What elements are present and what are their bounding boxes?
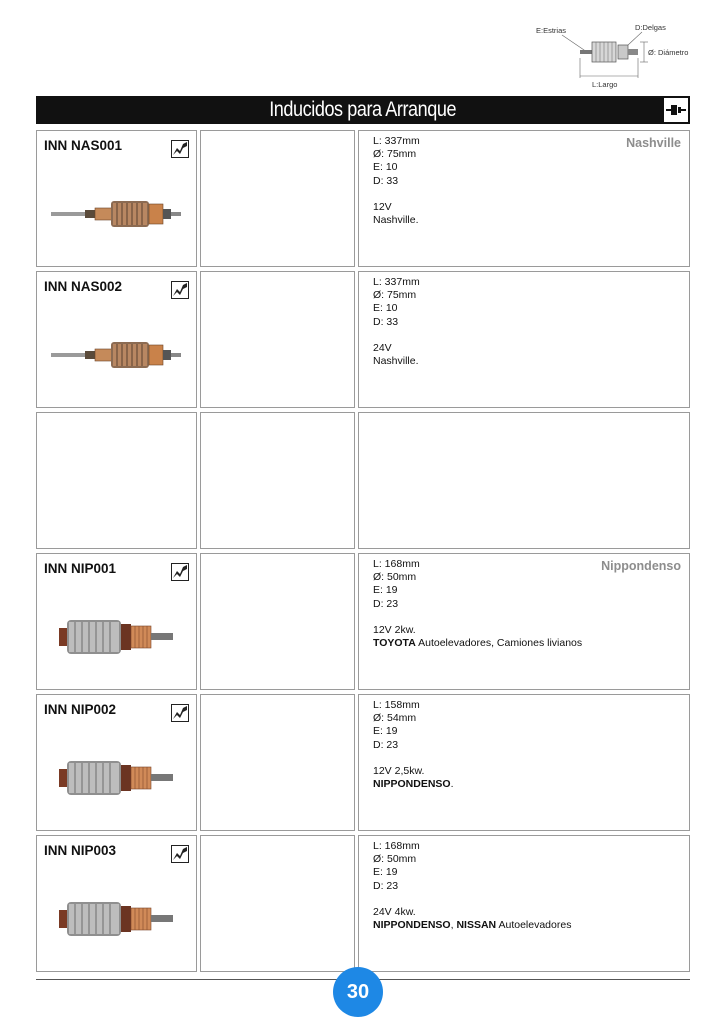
spec-line: E: 19 — [373, 866, 398, 879]
spec-line: D: 23 — [373, 879, 399, 892]
application — [373, 355, 420, 368]
application — [373, 637, 582, 650]
product-code-cell — [36, 553, 197, 690]
spec-line: Ø: 75mm — [373, 148, 417, 161]
spec-line: L: 168mm — [373, 840, 420, 852]
spec-line: Ø: 54mm — [373, 712, 417, 725]
armature-dimension-diagram — [532, 18, 702, 92]
armature-photo — [51, 743, 186, 813]
spec-line: L: 168mm — [373, 558, 420, 570]
spec-line: Ø: 75mm — [373, 289, 417, 302]
catalog-link-icon[interactable] — [171, 563, 189, 581]
spec-line: E: 19 — [373, 725, 398, 738]
application-brand: TOYOTA — [373, 637, 416, 650]
application-text: Autoelevadores, Camiones livianos — [415, 637, 583, 650]
armature-photo — [51, 320, 186, 390]
application-brand: NIPPONDENSO — [373, 778, 451, 791]
voltage: 12V — [373, 200, 392, 213]
catalog-link-icon[interactable] — [171, 704, 189, 722]
product-code: INN NAS001 — [44, 138, 123, 153]
voltage: 12V 2,5kw. — [373, 764, 425, 777]
diagram-label-estrias: E:Estrias — [536, 26, 567, 35]
brand-label: Nippondenso — [601, 559, 681, 573]
armature-icon — [664, 98, 688, 122]
product-row — [36, 835, 690, 972]
armature-photo — [51, 179, 186, 249]
application-brand: NIPPONDENSO — [373, 919, 451, 932]
diagram-label-diametro: Ø: Diámetro — [648, 48, 689, 57]
spec-line: D: 23 — [373, 597, 399, 610]
product-specs — [373, 699, 454, 791]
product-specs — [373, 276, 420, 368]
product-row — [36, 271, 690, 408]
spec-line: L: 337mm — [373, 276, 420, 288]
empty-cell — [200, 271, 355, 408]
application — [373, 778, 454, 791]
spec-line: D: 23 — [373, 738, 399, 751]
application-text: Nashville. — [373, 355, 419, 368]
catalog-link-icon[interactable] — [171, 845, 189, 863]
empty-cell — [200, 553, 355, 690]
spec-line: D: 33 — [373, 174, 399, 187]
product-details-cell — [358, 553, 690, 690]
voltage: 24V 4kw. — [373, 905, 416, 918]
spec-line: D: 33 — [373, 315, 399, 328]
page-number-badge — [333, 967, 383, 1017]
spec-line: Ø: 50mm — [373, 853, 417, 866]
empty-cell — [200, 130, 355, 267]
spec-line: L: 158mm — [373, 699, 420, 711]
product-code: INN NIP001 — [44, 561, 117, 576]
diagram-label-delgas: D:Delgas — [635, 23, 666, 32]
catalog-link-icon[interactable] — [171, 140, 189, 158]
product-code: INN NIP003 — [44, 843, 117, 858]
product-row — [36, 412, 690, 549]
section-title-bar — [36, 96, 690, 124]
diagram-label-largo: L:Largo — [592, 80, 618, 89]
voltage: 24V — [373, 341, 392, 354]
page-number: 30 — [346, 980, 370, 1003]
product-details-cell — [358, 694, 690, 831]
product-row — [36, 553, 690, 690]
product-code-cell — [36, 412, 197, 549]
product-specs — [373, 135, 420, 227]
empty-cell — [200, 694, 355, 831]
application-text: . — [450, 778, 454, 791]
spec-line: L: 337mm — [373, 135, 420, 147]
application-text: Autoelevadores — [496, 919, 572, 932]
spec-line: E: 19 — [373, 584, 398, 597]
empty-cell — [200, 835, 355, 972]
product-specs — [373, 840, 571, 932]
product-list — [36, 130, 690, 976]
empty-cell — [200, 412, 355, 549]
application — [373, 214, 420, 227]
product-code: INN NAS002 — [44, 279, 123, 294]
product-specs — [373, 558, 582, 650]
application-brand-2: NISSAN — [456, 919, 497, 932]
product-code-cell — [36, 835, 197, 972]
product-details-cell — [358, 412, 690, 549]
product-row — [36, 130, 690, 267]
product-code-cell — [36, 694, 197, 831]
product-details-cell — [358, 130, 690, 267]
brand-label: Nashville — [626, 136, 681, 150]
armature-photo — [51, 884, 186, 954]
voltage: 12V 2kw. — [373, 623, 416, 636]
application — [373, 919, 571, 932]
product-row — [36, 694, 690, 831]
product-code: INN NIP002 — [44, 702, 117, 717]
page-title: Inducidos para Arranque — [269, 98, 457, 121]
spec-line: Ø: 50mm — [373, 571, 417, 584]
spec-line: E: 10 — [373, 161, 398, 174]
application-text: Nashville. — [373, 214, 419, 227]
armature-photo — [51, 602, 186, 672]
catalog-link-icon[interactable] — [171, 281, 189, 299]
spec-line: E: 10 — [373, 302, 398, 315]
product-details-cell — [358, 271, 690, 408]
product-code-cell — [36, 271, 197, 408]
product-details-cell — [358, 835, 690, 972]
product-code-cell — [36, 130, 197, 267]
application-separator: , — [450, 919, 457, 932]
